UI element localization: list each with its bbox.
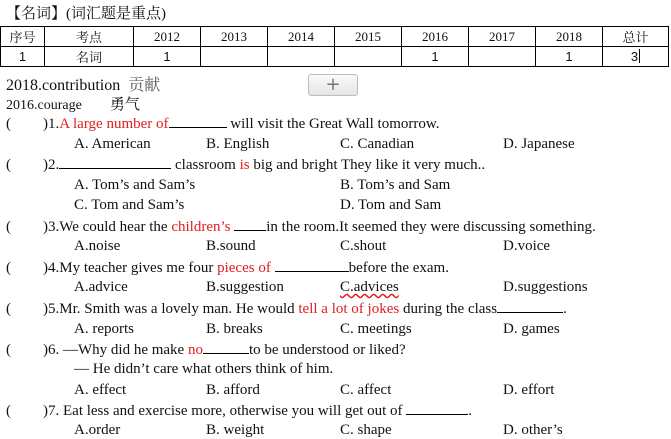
question-number: )7. Eat less and exercise more, otherwise you will get out of	[43, 403, 403, 419]
option-b[interactable]: B. breaks	[206, 321, 263, 337]
question-2	[6, 156, 485, 174]
question-number: )2.	[43, 157, 60, 173]
option-d[interactable]: D.suggestions	[503, 279, 588, 295]
option-b[interactable]: B.sound	[206, 238, 256, 254]
question-number: )1.	[43, 116, 60, 132]
table-cell: 1	[402, 47, 469, 67]
table-header-cell: 2017	[469, 27, 536, 47]
option-a[interactable]: A. American	[74, 136, 151, 152]
option-c[interactable]: C. affect	[340, 382, 392, 398]
answer-paren: (	[6, 157, 11, 173]
option-c[interactable]: C. meetings	[340, 321, 412, 337]
table-header-row	[1, 27, 669, 47]
option-b[interactable]: B. Tom’s and Sam	[340, 177, 451, 193]
question-5	[6, 300, 567, 318]
option-d[interactable]: D. effort	[503, 382, 555, 398]
question-text: during the class	[402, 301, 498, 317]
add-button[interactable]: +	[308, 74, 358, 96]
table-row	[1, 47, 669, 67]
table-cell: 1	[536, 47, 603, 67]
question-end: .	[563, 301, 567, 317]
table-header-cell: 考点	[45, 27, 134, 47]
answer-paren: (	[6, 403, 11, 419]
option-b[interactable]: B. afford	[206, 382, 260, 398]
vocab-item	[6, 72, 160, 95]
question-highlight: A large number of	[59, 116, 169, 132]
option-b[interactable]: B.suggestion	[206, 279, 284, 295]
question-3	[6, 218, 596, 236]
table-cell	[335, 47, 402, 67]
option-c[interactable]: C. shape	[340, 422, 392, 438]
table-header-cell: 2016	[402, 27, 469, 47]
option-b[interactable]: B. weight	[206, 422, 265, 438]
table-header-cell: 总计	[603, 27, 669, 47]
vocab-word: 2018.contribution	[6, 77, 121, 94]
table-cell: 1	[1, 47, 45, 67]
table-header-cell: 2014	[268, 27, 335, 47]
table-cell	[469, 47, 536, 67]
question-text: will visit the Great Wall tomorrow.	[230, 116, 440, 132]
question-1	[6, 115, 439, 133]
section-title: 【名词】(词汇题是重点)	[6, 6, 166, 22]
vocab-meaning: 勇气	[109, 97, 140, 113]
question-highlight: no	[187, 342, 203, 358]
question-number: )5.Mr. Smith was a lovely man. He would	[43, 301, 295, 317]
table-header-cell: 2015	[335, 27, 402, 47]
question-text: to be understood or liked?	[248, 342, 406, 358]
table-header-cell: 2012	[134, 27, 201, 47]
table-cell	[268, 47, 335, 67]
question-highlight: pieces of	[217, 260, 271, 276]
answer-blank	[406, 402, 468, 415]
question-text: in the room.It seemed they were discussing something.	[266, 219, 596, 235]
question-highlight: tell a lot of jokes	[298, 301, 400, 317]
text-cursor	[639, 49, 640, 63]
answer-paren: (	[6, 116, 11, 132]
table-header-cell: 序号	[1, 27, 45, 47]
option-a[interactable]: A. effect	[74, 382, 127, 398]
answer-paren: (	[6, 260, 11, 276]
question-text: before the exam.	[348, 260, 449, 276]
table-cell	[201, 47, 268, 67]
question-6-reply: — He didn’t care what others think of him.	[74, 361, 334, 377]
question-text: big and bright They like it very much..	[253, 157, 486, 173]
question-6	[6, 341, 406, 359]
table-cell: 1	[134, 47, 201, 67]
question-end: .	[468, 403, 472, 419]
table-cell: 名词	[45, 47, 134, 67]
option-c[interactable]: C.advices	[340, 279, 399, 295]
option-a[interactable]: A. Tom’s and Sam’s	[74, 177, 196, 193]
table-header-cell: 2018	[536, 27, 603, 47]
exam-stats-table	[0, 26, 669, 67]
option-c[interactable]: C. Tom and Sam’s	[74, 197, 185, 213]
answer-paren: (	[6, 301, 11, 317]
option-d[interactable]: D. other’s	[503, 422, 563, 438]
question-4	[6, 259, 449, 277]
answer-blank	[234, 218, 266, 231]
question-highlight: is	[239, 157, 250, 173]
table-header-cell: 2013	[201, 27, 268, 47]
option-c[interactable]: C. Canadian	[340, 136, 415, 152]
table-cell-total[interactable]	[603, 47, 669, 67]
question-number: )6. —Why did he make	[43, 342, 185, 358]
question-number: )3.We could hear the	[43, 219, 168, 235]
answer-blank	[59, 156, 171, 169]
option-d[interactable]: D. games	[503, 321, 560, 337]
answer-paren: (	[6, 342, 11, 358]
option-d[interactable]: D.voice	[503, 238, 551, 254]
option-d[interactable]: D. Tom and Sam	[340, 197, 442, 213]
answer-blank	[169, 115, 227, 128]
option-c[interactable]: C.shout	[340, 238, 387, 254]
option-a[interactable]: A.advice	[74, 279, 128, 295]
option-b[interactable]: B. English	[206, 136, 270, 152]
question-7	[6, 402, 472, 420]
vocab-meaning: 贡献	[128, 77, 161, 94]
total-value: 3	[630, 49, 639, 64]
question-highlight: children’s	[171, 219, 231, 235]
question-number: )4.My teacher gives me four	[43, 260, 214, 276]
answer-blank	[203, 341, 249, 354]
option-a[interactable]: A. reports	[74, 321, 134, 337]
vocab-item	[6, 93, 140, 114]
option-d[interactable]: D. Japanese	[503, 136, 575, 152]
answer-blank	[497, 300, 563, 313]
option-a[interactable]: A.noise	[74, 238, 121, 254]
option-a[interactable]: A.order	[74, 422, 121, 438]
question-text: classroom	[175, 157, 236, 173]
answer-blank	[275, 259, 349, 272]
vocab-word: 2016.courage	[6, 98, 82, 113]
answer-paren: (	[6, 219, 11, 235]
